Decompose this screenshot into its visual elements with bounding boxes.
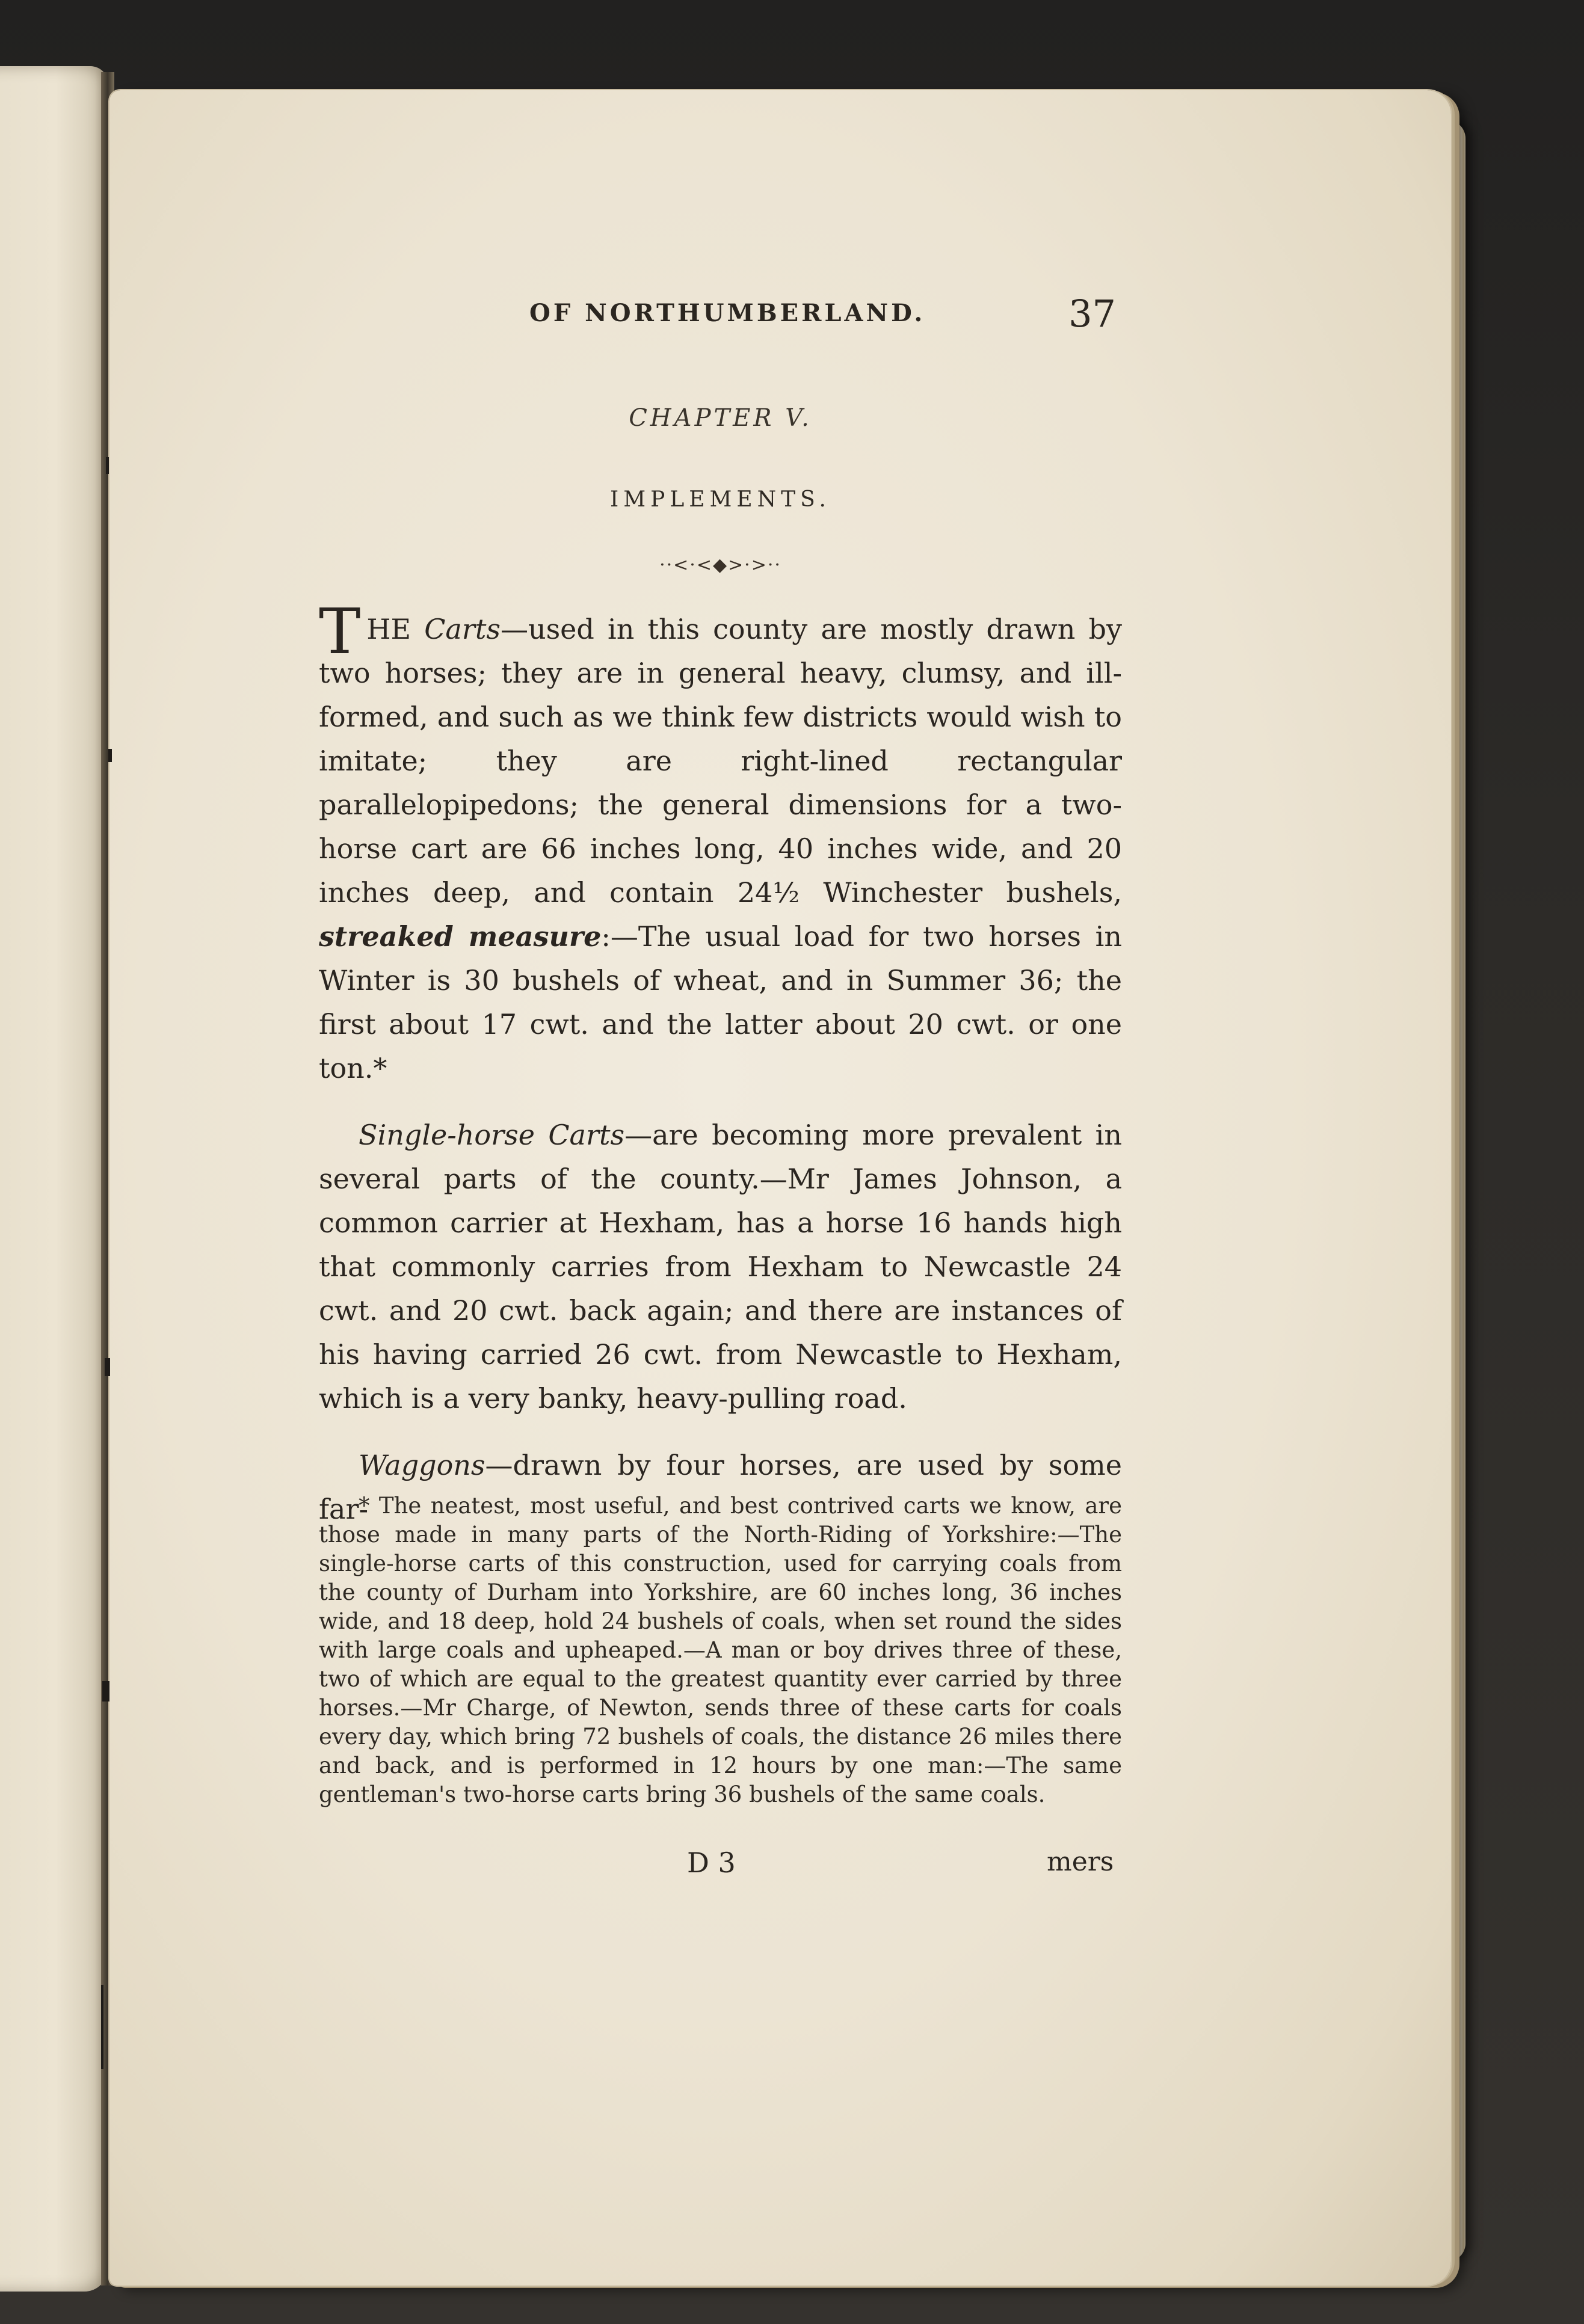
running-head: [319, 292, 1122, 346]
margin-mark: [101, 1985, 103, 2069]
term-streaked-measure: streaked measure: [319, 920, 602, 953]
facing-page-edge: [0, 66, 108, 2292]
paragraph-text: —are becoming more prevalent in several parts of the county.—Mr James Johnson, a common carrier at Hexham, has a horse 16 hands high that commonly carries from Hexham to Newcastle 24 cwt. and 20 cwt. back again; and there are instances of his having carried 26 cwt. from Newcastle to Hexham, which is a very banky, heavy-pulling road.: [319, 1119, 1122, 1415]
ornament-divider: ··<·<◆>·>··: [659, 555, 781, 576]
footnote-text: * The neatest, most useful, and best contrived carts we know, are those made in many parts of the North-Riding of Yorkshire:—The single-horse carts of this construction, used for carrying coals from the county of Durham into Yorkshire, are 60 inches long, 36 inches wide, and 18 deep, hold 24 bushels of coals, when set round the sides with large coals and upheaped.—A man or boy drives three of these, two of which are equal to the greatest quantity ever carried by three horses.—Mr Charge, of Newton, sends three of these carts for coals every day, which bring 72 bushels of coals, the distance 26 miles there and back, and is performed in 12 hours by one man:—The same gentleman's two-horse carts bring 36 bushels of the same coals.: [319, 1493, 1122, 1807]
term-single-horse-carts: Single-horse Carts: [359, 1119, 625, 1151]
page-number: 37: [1068, 292, 1116, 336]
running-title: OF NORTHUMBERLAND.: [529, 299, 926, 327]
term-waggons: Waggons: [359, 1449, 485, 1481]
margin-mark: [102, 1681, 109, 1702]
section-title: IMPLEMENTS.: [610, 487, 831, 512]
margin-mark: [105, 1358, 110, 1376]
paragraph-single-horse-carts: [319, 1113, 1122, 1421]
signature-mark: D 3: [687, 1846, 736, 1879]
chapter-heading: CHAPTER V.: [629, 404, 812, 432]
margin-mark: [106, 457, 109, 474]
paragraph-text: :—The usual load for two horses in Winter is 30 bushels of wheat, and in Summer 36; the first about 17 cwt. and the latter about 20 cwt. or one ton.*: [319, 920, 1122, 1084]
paragraph-text: —used in this county are mostly drawn by two horses; they are in general heavy, clumsy, and ill-formed, and such as we think few districts would wish to imitate; they are right-lined rectangular parallelopipedons; the general dimensions for a two-horse cart are 66 inches long, 40 inches wide, and 20 inches deep, and contain 24½ Winchester bushels,: [319, 613, 1122, 909]
catchword: mers: [1047, 1846, 1114, 1877]
body-text: [319, 595, 1122, 1554]
lead-word: HE: [366, 613, 425, 645]
drop-cap: T: [319, 595, 361, 668]
margin-mark: [108, 749, 112, 762]
footnote: [319, 1492, 1122, 1809]
paragraph-carts: [319, 595, 1122, 1090]
term-carts: Carts: [424, 613, 501, 645]
paragraph-text: —drawn by four horses, are used by some far-: [319, 1449, 1122, 1525]
